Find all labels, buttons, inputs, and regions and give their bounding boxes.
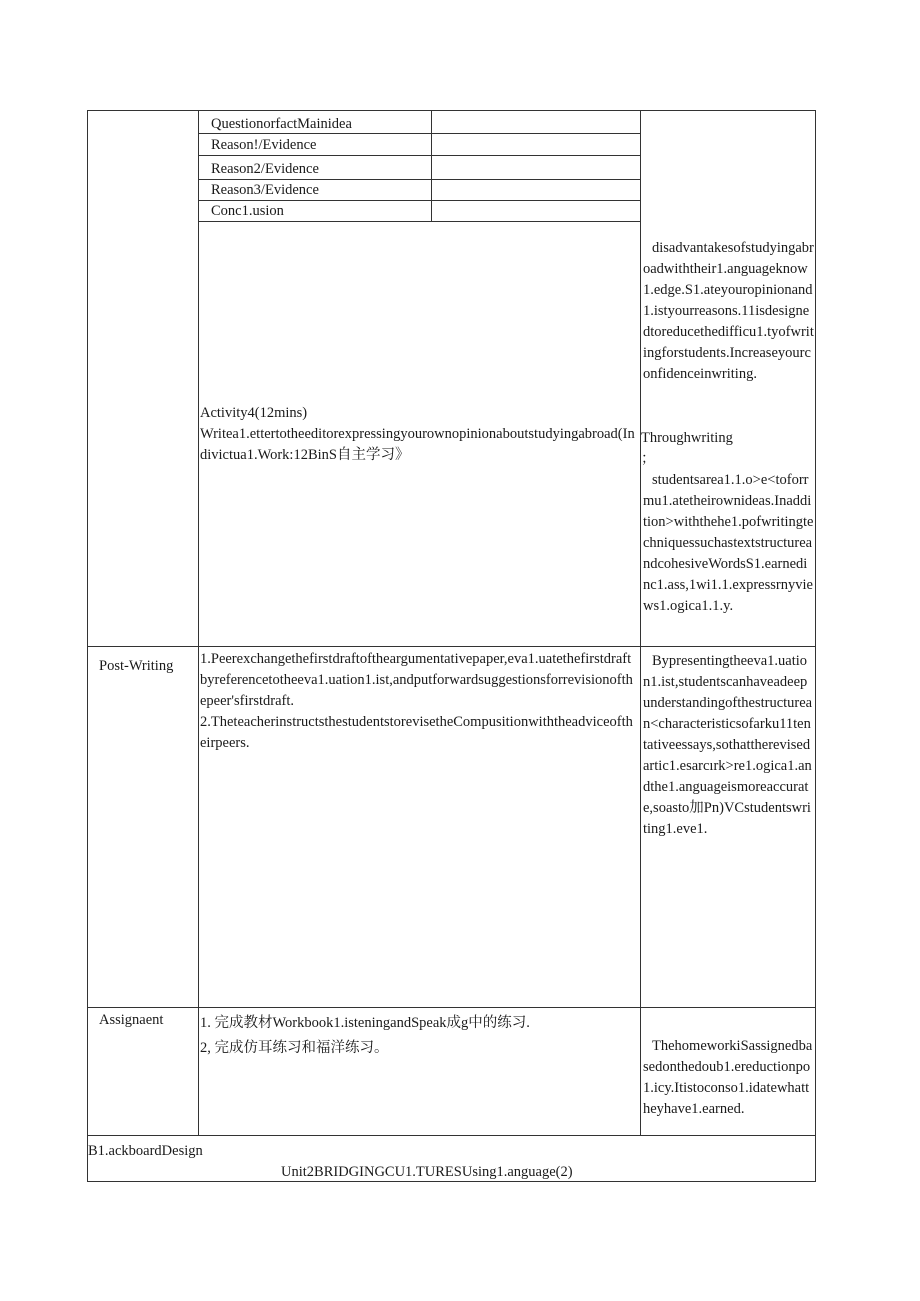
post-writing-purpose: Bypresentingtheeva1.uation1.ist,studentscanhaveadeepunderstandingofthestructurean<characteristicsofarku11tentativeessays,sothattherevisedartic1.esarcırk>re1.ogica1.andthe1.anguageismoreaccurate,soasto加Pn)VCstudentswriting1.eve1. <box>643 653 813 837</box>
table-border-top <box>87 110 816 111</box>
blackboard-title: Unit2BRIDGINGCU1.TURESUsing1.anguage(2) <box>281 1164 573 1180</box>
post-writing-item-2: 2.TheteacherinstructsthestudentstorevisetheCompusitionwiththeadviceoftheirpeers. <box>200 714 633 751</box>
activity4-title: Activity4(12mins) <box>200 405 308 421</box>
inner-row-label: QuestionorfactMainidea <box>211 116 352 132</box>
assignment-purpose: ThehomeworkiSassignedbasedonthedoub1.ereductionpo1.icy.Itistoconso1.idatewhattheyhave1.earned. <box>643 1038 813 1117</box>
post-writing-label: Post-Writing <box>99 658 174 674</box>
row-divider <box>87 1007 816 1008</box>
inner-row-label: Reason2/Evidence <box>211 161 319 177</box>
activity4-purpose-4: studentsarea1.1.o>e<toforrmu1.atetheirownideas.Inaddition>withthehe1.pofwritingtechniquessuchastextstructureandcohesiveWordsS1.earnedinc1.ass,1wi1.1.expressrnyviews1.ogica1.1.y. <box>643 472 814 614</box>
col-divider-purpose <box>640 110 641 1135</box>
assignment-label: Assignaent <box>99 1012 164 1028</box>
col-divider-label <box>198 110 199 1135</box>
post-writing-item-1: 1.Peerexchangethefirstdraftoftheargumentativepaper,eva1.uatethefirstdraftbyreferencetotheeva1.uation1.ist,andputforwardsuggestionsforrevisionofthepeer'sfirstdraft. <box>200 651 633 709</box>
activity4-purpose-1: disadvantakesofstudyingabroadwiththeir1.anguageknow1.edge.S1.ateyouropinionand1.istyourreasons.11isdesignedtoreducethedifficu1.tyofwritingforstudents.Increaseyourconfidenceinwriting. <box>643 240 814 382</box>
row-divider <box>87 1135 816 1136</box>
activity4-text: Writea1.ettertotheeditorexpressingyourownopinionaboutstudyingabroad(Indivictua1.Work:12BinS自主学习》 <box>200 426 635 463</box>
row-divider <box>87 646 816 647</box>
assignment-item-1: 1. 完成教材Workbook1.isteningandSpeak成g中的练习. <box>200 1015 530 1031</box>
inner-row-label: Reason!/Evidence <box>211 137 317 153</box>
assignment-item-2: 2, 完成仿耳练习和福洋练习。 <box>200 1040 389 1056</box>
inner-row-label: Reason3/Evidence <box>211 182 319 198</box>
inner-col-divider <box>431 110 432 221</box>
blackboard-label: B1.ackboardDesign <box>88 1143 203 1159</box>
activity4-purpose-2: Throughwriting <box>641 430 733 446</box>
activity4-purpose-3: ； <box>641 451 656 467</box>
inner-row-label: Conc1.usion <box>211 203 284 219</box>
